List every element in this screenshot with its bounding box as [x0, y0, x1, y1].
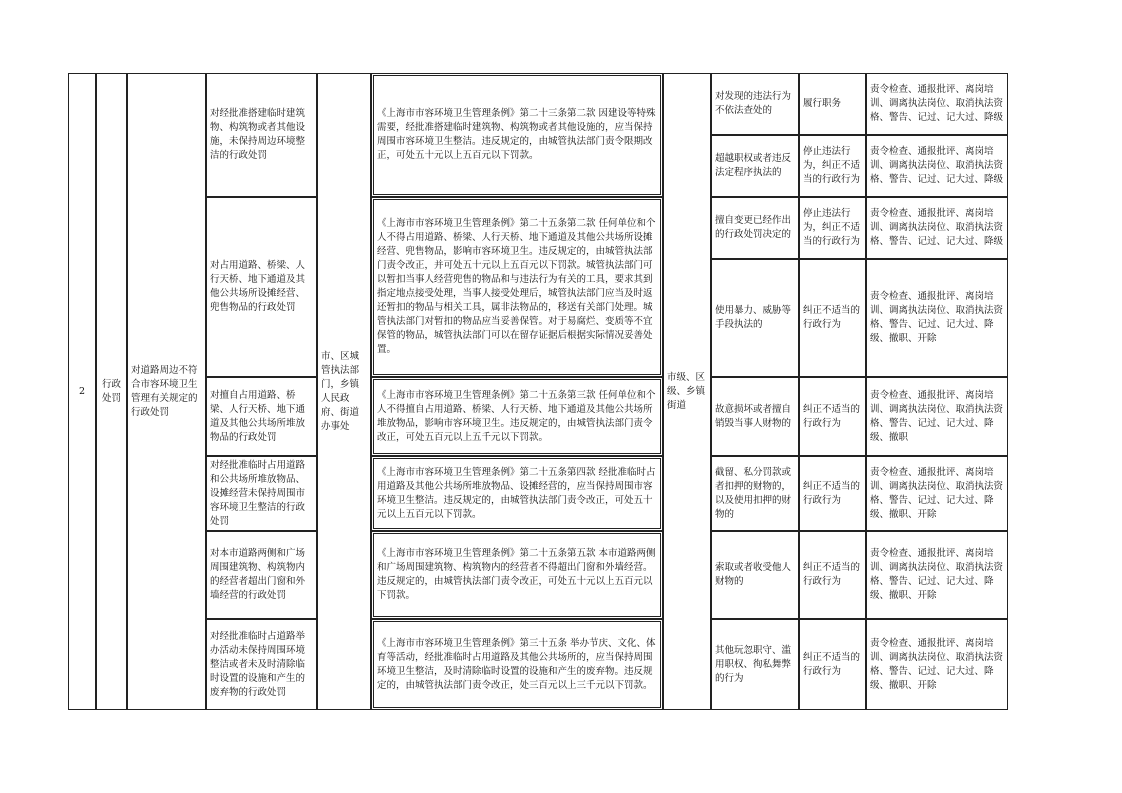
sub-item-name: 对擅自占用道路、桥梁、人行天桥、地下通道及其他公共场所堆放物品的行政处罚 [206, 377, 317, 456]
accountability-act: 纠正不适当的行政行为 [799, 456, 866, 531]
item-name: 对道路周边不符合市容环境卫生管理有关规定的行政处罚 [131, 364, 198, 418]
legal-basis: 《上海市市容环境卫生管理条例》第三十五条 举办节庆、文化、体育等活动，经批准临时占用道路及其他公共场所的，应当保持周围环境卫生整洁，及时清除临时设置的设施和产生的废弃物。违反规定的，由城管执法部门责令改正，处三百元以上三千元以下罚款。 [371, 619, 663, 710]
legal-basis: 《上海市市容环境卫生管理条例》第二十五条第五款 本市道路两侧和广场周围建筑物、构筑物内的经营者不得超出门窗和外墙经营。违反规定的，由城管执法部门责令改正，可处五十元以上五百元以下罚款。 [371, 531, 663, 619]
accountability-penalty: 责令检查、通报批评、离岗培训、调离执法岗位、取消执法资格、警告、记过、记大过、降级 [866, 135, 1008, 197]
accountability-act: 停止违法行为，纠正不适当的行政行为 [799, 197, 866, 259]
enforcement-agency: 市、区城管执法部门，乡镇人民政府、街道办事处 [321, 350, 360, 432]
sub-item-name: 对经批准临时占用道路和公共场所堆放物品、设摊经营未保持周围市容环境卫生整洁的行政处罚 [206, 456, 317, 531]
legal-basis: 《上海市市容环境卫生管理条例》第二十五条第四款 经批准临时占用道路及其他公共场所堆放物品、设摊经营的，应当保持周围市容环境卫生整洁。违反规定的，由城管执法部门责令改正，可处五十元以上五百元以下罚款。 [371, 456, 663, 531]
legal-basis: 《上海市市容环境卫生管理条例》第二十五条第二款 任何单位和个人不得占用道路、桥梁、人行天桥、地下通道及其他公共场所设摊经营、兜售物品，影响市容环境卫生。违反规定的，由城管执法部门责令改正，并可处五十元以上五百元以下罚款。城管执法部门可以暂扣当事人经营兜售的物品和与违法行为有关的工具，要求其到指定地点接受处理，当事人接受处理后，城管执法部门应当及时返还暂扣的物品与相关工具，属非法物品的，移送有关部门处理。城管执法部门对暂扣的物品应当妥善保管。对于易腐烂、变质等不宜保管的物品，城管执法部门可以在留存证据后根据实际情况妥善处置。 [371, 197, 663, 377]
accountability-act: 停止违法行为，纠正不适当的行政行为 [799, 135, 866, 197]
accountability-penalty: 责令检查、通报批评、离岗培训、调离执法岗位、取消执法资格、警告、记过、记大过、降级、撤职 [866, 377, 1008, 456]
agency-cell [317, 73, 371, 710]
sub-item-name: 对经批准临时占道路举办活动未保持周围环境整洁或者未及时清除临时设置的设施和产生的废弃物的行政处罚 [206, 619, 317, 710]
accountability-act: 履行职务 [799, 73, 866, 135]
accountability-act: 纠正不适当的行政行为 [799, 377, 866, 456]
accountability-situation: 使用暴力、威胁等手段执法的 [711, 259, 799, 377]
sub-item-name: 对占用道路、桥梁、人行天桥、地下通道及其他公共场所设摊经营、兜售物品的行政处罚 [206, 197, 317, 377]
accountability-penalty: 责令检查、通报批评、离岗培训、调离执法岗位、取消执法资格、警告、记过、记大过、降级 [866, 197, 1008, 259]
legal-basis: 《上海市市容环境卫生管理条例》第二十五条第三款 任何单位和个人不得擅自占用道路、桥梁、人行天桥、地下通道及其他公共场所堆放物品，影响市容环境卫生。违反规定的，由城管执法部门责令改正，可处五百元以上五千元以下罚款。 [371, 377, 663, 456]
accountability-penalty: 责令检查、通报批评、离岗培训、调离执法岗位、取消执法资格、警告、记过、记大过、降级、撤职、开除 [866, 619, 1008, 710]
responsibility-level: 市级、区级、乡镇街道 [667, 371, 706, 411]
accountability-situation: 故意损坏或者擅自销毁当事人财物的 [711, 377, 799, 456]
accountability-penalty: 责令检查、通报批评、离岗培训、调离执法岗位、取消执法资格、警告、记过、记大过、降级、撤职、开除 [866, 456, 1008, 531]
accountability-penalty: 责令检查、通报批评、离岗培训、调离执法岗位、取消执法资格、警告、记过、记大过、降级 [866, 73, 1008, 135]
sub-item-name: 对经批准搭建临时建筑物、构筑物或者其他设施，未保持周边环境整洁的行政处罚 [206, 73, 317, 197]
sub-item-name: 对本市道路两侧和广场周围建筑物、构筑物内的经营者超出门窗和外墙经营的行政处罚 [206, 531, 317, 619]
category-cell [96, 73, 127, 710]
accountability-penalty: 责令检查、通报批评、离岗培训、调离执法岗位、取消执法资格、警告、记过、记大过、降级、撤职、开除 [866, 531, 1008, 619]
accountability-act: 纠正不适当的行政行为 [799, 531, 866, 619]
accountability-situation: 对发现的违法行为不依法查处的 [711, 73, 799, 135]
accountability-act: 纠正不适当的行政行为 [799, 259, 866, 377]
accountability-situation: 超越职权或者违反法定程序执法的 [711, 135, 799, 197]
accountability-penalty: 责令检查、通报批评、离岗培训、调离执法岗位、取消执法资格、警告、记过、记大过、降级、撤职、开除 [866, 259, 1008, 377]
responsibility-level-cell [663, 73, 711, 710]
accountability-act: 纠正不适当的行政行为 [799, 619, 866, 710]
row-number-cell [68, 73, 96, 710]
accountability-situation: 截留、私分罚款或者扣押的财物的，以及使用扣押的财物的 [711, 456, 799, 531]
item-name-cell [127, 73, 206, 710]
row-number: 2 [78, 385, 86, 397]
accountability-situation: 索取或者收受他人财物的 [711, 531, 799, 619]
accountability-situation: 擅自变更已经作出的行政处罚决定的 [711, 197, 799, 259]
legal-basis: 《上海市市容环境卫生管理条例》第二十三条第二款 因建设等特殊需要，经批准搭建临时建筑物、构筑物或者其他设施的，应当保持周围市容环境卫生整洁。违反规定的，由城管执法部门责令限期改正，可处五十元以上五百元以下罚款。 [371, 73, 663, 197]
accountability-situation: 其他玩忽职守、滥用职权、徇私舞弊的行为 [711, 619, 799, 710]
enforcement-table [68, 73, 1008, 710]
category: 行政处罚 [101, 378, 121, 404]
